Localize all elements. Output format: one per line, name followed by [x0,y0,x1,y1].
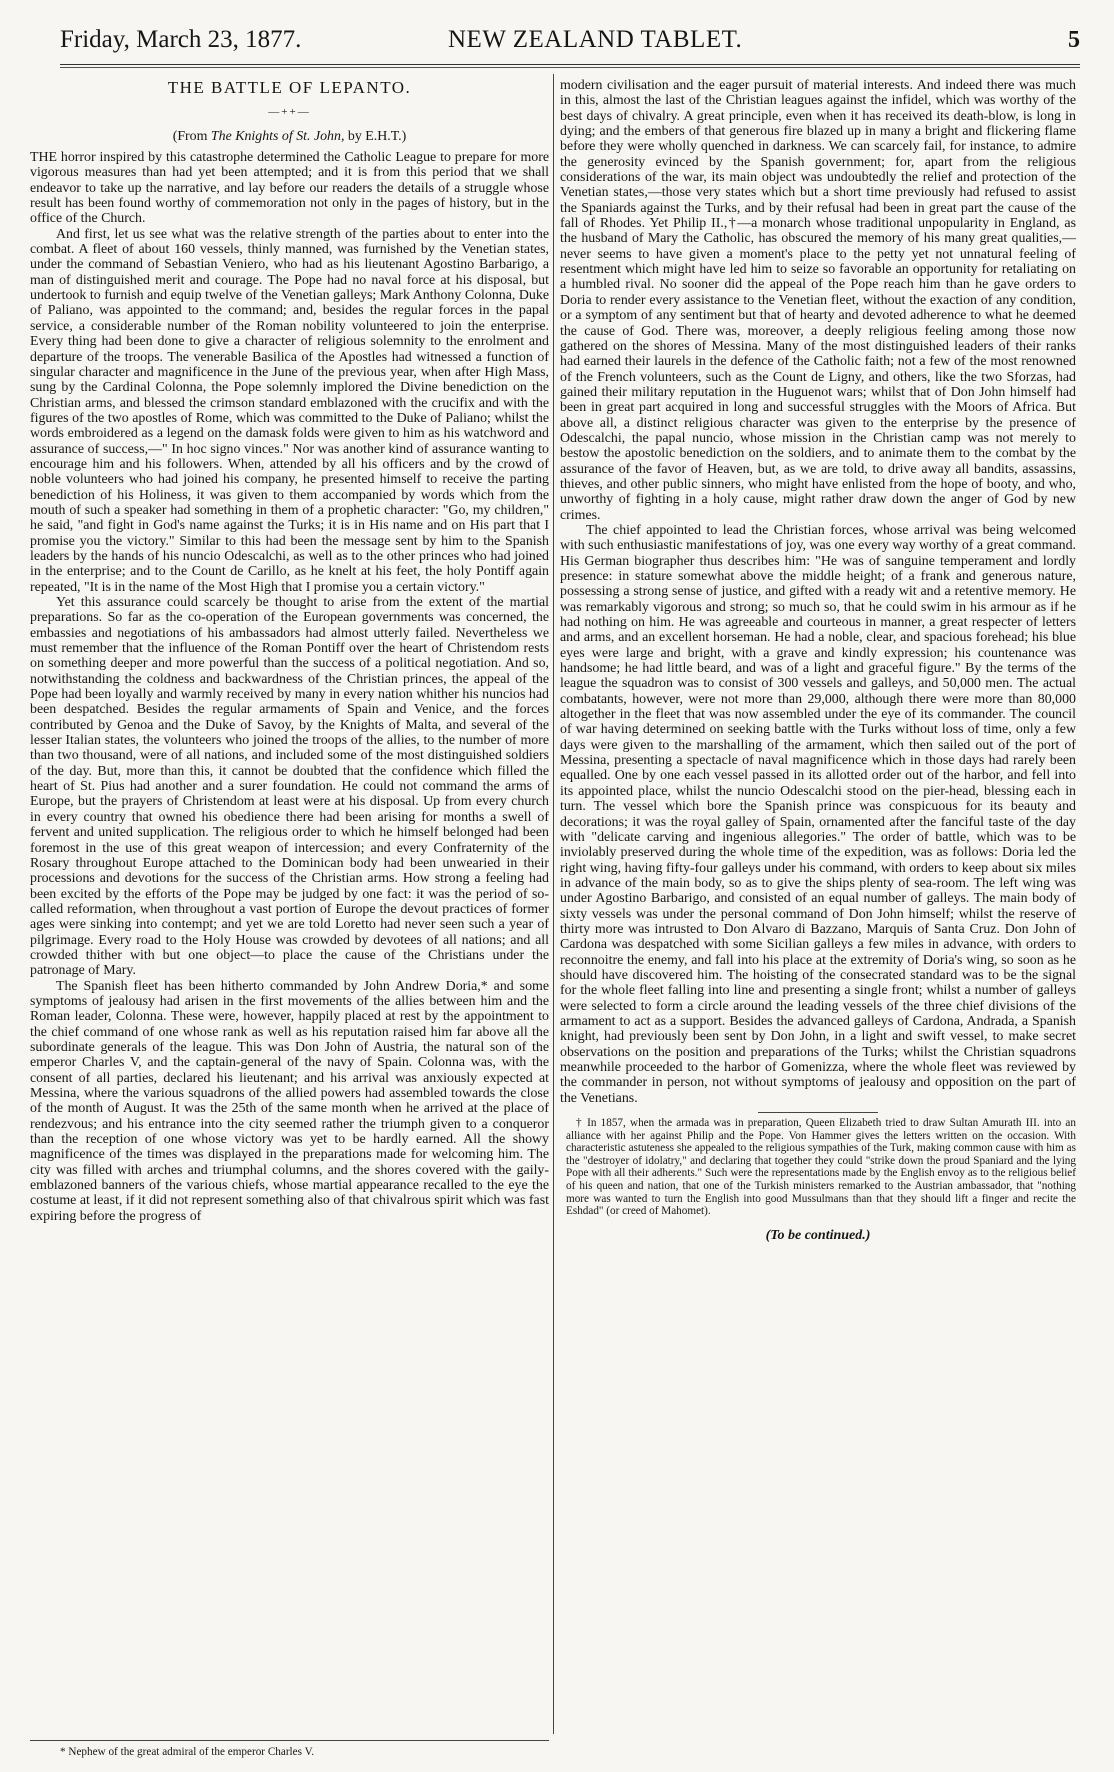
title-ornament: —++— [268,106,311,119]
footnote-rule [758,1112,878,1113]
to-be-continued: (To be continued.) [765,1227,871,1243]
source-suffix: by E.H.T.) [344,128,407,144]
source-work: The Knights of St. John, [210,128,345,144]
masthead [60,18,1080,56]
left-footnote-rule [30,1740,549,1741]
column-divider [553,74,554,1734]
right-paragraph: The chief appointed to lead the Christian forces, whose arrival was being welcomed with such enthusiastic manifestations of joy, was one every way worthy of a great command. His German biographer thus describes him: "He was of sanguine temperament and lordly presence: in stature somewhat above the middle height; of a frank and generous nature, possessing a strong sense of justice, and gifted with a ready wit and a retentive memory. He was remarkably vigorous and strong; so much so, that he could swim in his armour as if he had nothing on him. He was agreeable and courteous in manner, a great respecter of letters and arms, and an excellent horseman. He had a noble, clear, and spacious forehead; his blue eyes were large and bright, with a grave and kindly expression; his countenance was handsome; he had little beard, and was of a light and graceful figure." By the terms of the league the squadron was to consist of 300 vessels and galleys, and 50,000 men. The actual combatants, however, were not more than 29,000, although there were more than 80,000 altogether in the fleet that was now assembled under the eye of its commander. The council of war having determined on seeking battle with the Turks without loss of time, only a few days were given to the marshalling of the armament, which then sailed out of the port of Messina, presenting a spectacle of naval magnificence which in those days had rarely been equalled. One by one each vessel passed in its allotted order out of the harbor, and fell into its appointed place, whilst the nuncio Odescalchi stood on the pier-head, blessing each in turn. The vessel which bore the Spanish prince was conspicuous for its beauty and decorations; it was the royal galley of Spain, ornamented after the fanciful taste of the day with "delicate carving and ingenious allegories." The order of battle, which was to be inviolably preserved during the whole time of the expedition, was as follows: Doria led the right wing, having fifty-four galleys under his command, with orders to keep about six miles in advance of the main body, so as to give the ships plenty of sea-room. The left wing was under Agostino Barbarigo, and consisted of an equal number of galleys. The main body of sixty vessels was under the personal command of Don John himself; whilst the reserve of thirty more was intrusted to Don Alvaro di Bazzano, Marquis of Santa Cruz. Don John of Cardona was despatched with some Sicilian galleys a few miles in advance, with orders to reconnoitre the enemy, and fall into his place at the extremity of Doria's wing, so soon as he should have discovered him. The hoisting of the consecrated standard was to be the signal for the whole fleet falling into line and presenting a single front; whilst a number of galleys were selected to form a circle around the leading vessels of the three chief divisions of the armament to act as a support. Besides the advanced galleys of Cardona, Andrada, a Spanish knight, had previously been sent by Don John, in a light and swift vessel, to make secret observations on the position and preparations of the Turks; whilst the Christian squadrons meanwhile proceeded to the harbor of Gomenizza, where the whole fleet was reviewed by the commander in person, not without symptoms of jealousy and opposition on the part of the Venetians. [560,522,1077,1106]
footnote-text: † In 1857, when the armada was in preparation, Queen Elizabeth tried to draw Sultan Amurath III. into an alliance with her against Philip and the Pope. Von Hammer gives the letters written on the occasion. With characteristic astuteness she appealed to the religious sympathies of the Turk, making common cause with him as the "destroyer of idolatry," and declaring that together they could "strike down the proud Spaniard and the lying Pope with all their adherents." Such were the representations made by the English envoy as to the religious belief of his queen and nation, that one of the Turkish ministers remarked to the Austrian ambassador, that "nothing more was wanted to turn the English into good Mussulmans than that they should lift a finger and recite the Eshdad" (or creed of Mahomet). [566,1117,1076,1218]
article-title: THE BATTLE OF LEPANTO. [167,78,412,97]
masthead-rule-lower [60,67,1080,68]
newspaper-title: NEW ZEALAND TABLET. [448,26,743,53]
footnote-dagger [560,1117,1076,1218]
left-paragraph: Yet this assurance could scarcely be thought to arise from the extent of the martial preparations. So far as the co-operation of the European governments was concerned, the embassies and negotiations of his ambassadors had almost utterly failed. Nevertheless we must remember that the influence of the Roman Pontiff over the heart of Christendom rests on something deeper and more powerful than the success of a political negotiation. And so, notwithstanding the coldness and backwardness of the Christian princes, the appeal of the Pope had been loyally and warmly received by many in every nation whither his nuncios had been despatched. Besides the regular armaments of Spain and Venice, and the forces contributed by Genoa and the Duke of Savoy, by the Knights of Malta, and several of the lesser Italian states, the volunteers who joined the troops of the allies, to the number of more than two thousand, were of all nations, and included some of the most distinguished soldiers of the day. But, more than this, it cannot be doubted that the confidence which filled the heart of St. Pius had another and a surer foundation. He could not command the arms of Europe, but the prayers of Christendom at least were at his disposal. Up from every church in every country that owned his obedience there had been arising for months a swell of fervent and united supplication. The religious order to which he himself belonged had been foremost in the use of this great weapon of intercession; and every Confraternity of the Rosary throughout Europe attached to the Dominican body had been unwearied in their processions and devotions for the success of the Christian arms. How strong a feeling had been excited by the efforts of the Pope may be judged by one fact: it was the period of so-called reformation, when throughout a vast portion of Europe the devout practices of former ages were sinking into contempt; and yet we are told Loretto had never seen such a year of pilgrimage. Every road to the Holy House was crowded by devotees of all nations; and all crowded thither with but one object—to place the cause of the Christians under the patronage of Mary. [30,595,549,979]
left-paragraph: And first, let us see what was the relative strength of the parties about to enter into the combat. A fleet of about 160 vessels, thinly manned, was furnished by the Venetian states, under the command of Sebastian Veniero, who had as his lieutenant Agostino Barbarigo, a man of distinguished merit and courage. The Pope had no naval force at his disposal, but undertook to furnish and equip twelve of the Venetian galleys; Mark Anthony Colonna, Duke of Paliano, was appointed to the command; and, besides the regular forces in the papal service, a considerable number of the Roman nobility volunteered to join the enterprise. Every thing had been done to give a character of religious solemnity to the enrolment and departure of the troops. The venerable Basilica of the Apostles had witnessed a function of singular character and magnificence in the June of the previous year, when after High Mass, sung by the Cardinal Colonna, the Pope solemnly implored the Divine benediction on the Christian arms, and blessed the crimson standard emblazoned with the crucifix and with the figures of the two apostles of Rome, which was committed to the Duke of Paliano; whilst the words embroidered as a legend on the damask folds were given to him as his watchword and assurance of success,—" In hoc signo vinces." Nor was another kind of assurance wanting to encourage him and his followers. When, attended by all his officers and by the crowd of noble volunteers who had joined his company, he presented himself to receive the parting benediction of his Holiness, it was given to them accompanied by words which from the mouth of such a speaker had something in them of a prophetic character: "Go, my children," he said, "and fight in God's name against the Turks; it is in His name and on His part that I promise you the victory." Similar to this had been the message sent by him to the Spanish leaders by the hands of his nuncio Odescalchi, as well as to the other princes who had joined in the enterprise; and to the Count de Carillo, as he knelt at his feet, the holy Pontiff again repeated, "It is in the name of the Most High that I promise you a certain victory." [30,226,549,595]
right-paragraph: modern civilisation and the eager pursuit of material interests. And indeed there was much in this, almost the last of the Christian leagues against the infidel, which was worthy of the best days of chivalry. A great principle, even when it has received its death-blow, is long in dying; and the embers of that generous fire blazed up in many a bright and flickering flame before they were wholly quenched in darkness. We can scarcely fail, for instance, to admire the generosity evinced by the Spanish government; for, apart from the religious considerations of the war, its main object was undoubtedly the relief and protection of the Venetian states,—those very states which but a short time previously had refused to assist the Spaniards against the Turks, and by their refusal had been in great part the cause of the fall of Rhodes. Yet Philip II.,†—a monarch whose traditional unpopularity in England, as the husband of Mary the Catholic, has obscured the memory of his many great qualities,—never seems to have given a moment's place to the petty yet not unnatural feeling of resentment which might have led him to seize so favorable an opportunity for retaliating on a humbled rival. No sooner did the appeal of the Pope reach him than he gave orders to Doria to render every assistance to the Venetian fleet, without the exaction of any condition, or a symptom of any sentiment but that of hearty and devoted adherence to what he deemed the cause of God. There was, moreover, a deeply religious feeling among those now gathered on the shores of Messina. Many of the most distinguished leaders of their ranks had earned their laurels in the defence of the Catholic faith; not a few of the most renowned of the French volunteers, such as the Count de Ligny, and others, like the two Sforzas, had gained their military reputation in the Huguenot wars; whilst that of Don John himself had been in great part acquired in long and successful struggles with the Moors of Africa. But above all, a distinct religious character was given to the enterprise by the presence of Odescalchi, the papal nuncio, whose mission in the Christian camp was not merely to bestow the apostolic benediction on the soldiers, and to animate them to the combat by the assurance of the favor of Heaven, but, as we are told, to drive away all bandits, assassins, thieves, and other public sinners, who might have enlisted from the hope of booty, and who, unworthy of fighting in a holy cause, might rather draw down the anger of God by new crimes. [560,78,1076,523]
source-prefix: (From [172,128,211,144]
left-paragraph: The Spanish fleet has been hitherto commanded by John Andrew Doria,* and some symptoms of jealousy had arisen in the first movements of the allies between him and the Roman leader, Colonna. These were, however, happily placed at rest by the appointment to the chief command of one whose rank as well as his reputation raised him far above all the subordinate generals of the league. This was Don John of Austria, the natural son of the emperor Charles V, and the captain-general of the navy of Spain. Colonna was, with the consent of all parties, declared his lieutenant; and his arrival was anxiously expected at Messina, where the various squadrons of the allied powers had assembled towards the close of the month of August. It was the 25th of the same month when he arrived at the place of rendezvous; and his entrance into the city seemed rather the triumph given to a conqueror than the reception of one whose victory was yet to be hardly earned. All the showy magnificence of the times was displayed in the preparations made for welcoming him. The city was filled with arches and triumphal columns, and the shores covered with the gaily-emblazoned banners of the various chiefs, whose martial appearance recalled to the eye the costume at least, if it did not represent something also of that chivalrous spirit which was fast expiring before the progress of [30,978,549,1224]
page-number: 5 [1068,27,1080,53]
article-source [30,129,549,144]
issue-date: Friday, March 23, 1877. [60,26,302,53]
left-paragraph: THE horror inspired by this catastrophe determined the Catholic League to prepare for more vigorous measures than had yet been attempted; and it is from this period that we shall endeavor to take up the narrative, and lay before our readers the details of a struggle whose result has been found worthy of commemoration not only in the pages of history, but in the office of the Church. [30,150,549,227]
right-column [560,78,1076,1243]
left-column [30,78,549,1224]
masthead-rule [60,64,1080,65]
footnote-asterisk: * Nephew of the great admiral of the emperor Charles V. [60,1746,315,1758]
